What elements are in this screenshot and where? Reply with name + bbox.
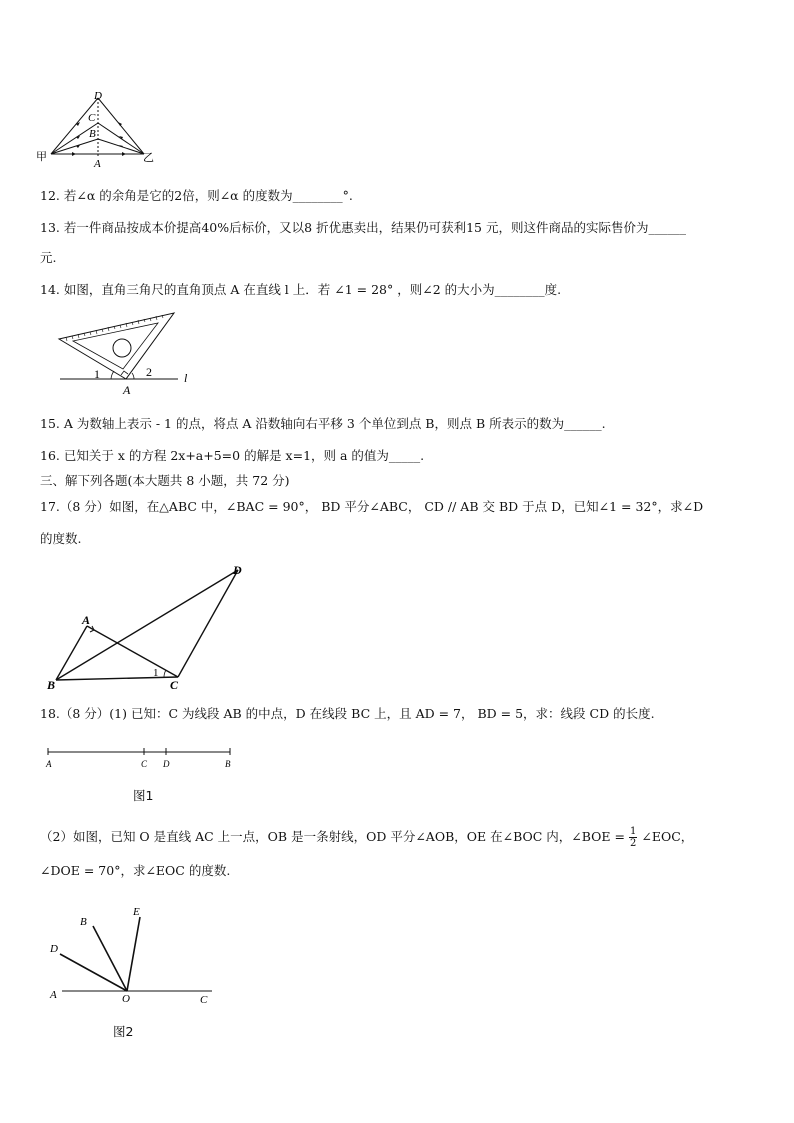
- label-c: C: [88, 112, 96, 124]
- point-o-label: O: [122, 993, 130, 1005]
- line-l-label: l: [184, 371, 188, 385]
- point-b-label: B: [47, 678, 56, 692]
- point-a-label: A: [50, 989, 57, 1001]
- section-3-heading: 三、解下列各题(本大题共 8 小题，共 72 分): [40, 473, 290, 488]
- point-b-label: B: [80, 916, 87, 928]
- figure-2-caption: 图2: [113, 1024, 134, 1039]
- figure-q14-set-square: [56, 308, 196, 397]
- figure-q18-rays: [40, 900, 220, 1008]
- point-d-label: D: [233, 563, 242, 577]
- angle-2-label: 2: [146, 365, 152, 379]
- label-d: D: [94, 90, 102, 102]
- angle-1-label: 1: [153, 667, 159, 679]
- point-a-label: A: [123, 383, 131, 397]
- fraction-denominator: 2: [630, 838, 637, 849]
- point-d-label: D: [50, 943, 58, 955]
- question-17-line-1: 17.（8 分）如图，在△ABC 中，∠BAC = 90°， BD 平分∠ABC， CD // AB 交 BD 于点 D，已知∠1 = 32°，求∠D: [40, 499, 704, 514]
- figure-jia-yi: [36, 88, 156, 170]
- fraction-numerator: 1: [630, 826, 637, 837]
- figure-q18-segment: [40, 742, 240, 774]
- q18-2-text-a: （2）如图，已知 O 是直线 AC 上一点，OB 是一条射线，OD 平分∠AOB，OE 在∠BOC 内，∠BOE =: [40, 829, 626, 844]
- point-c-label: C: [141, 759, 148, 769]
- question-13-line-1: 13. 若一件商品按成本价提高40%后标价，又以8 折优惠卖出，结果仍可获利15 元，则这件商品的实际售价为______: [40, 220, 686, 235]
- point-e-label: E: [133, 906, 140, 918]
- question-17-line-2: 的度数.: [40, 531, 82, 546]
- question-12: 12. 若∠α 的余角是它的2倍，则∠α 的度数为________°.: [40, 188, 353, 203]
- label-b: B: [89, 128, 96, 140]
- point-d-label: D: [163, 759, 170, 769]
- question-15: 15. A 为数轴上表示 - 1 的点，将点 A 沿数轴向右平移 3 个单位到点 B，则点 B 所表示的数为______.: [40, 416, 606, 431]
- point-c-label: C: [200, 994, 208, 1006]
- point-a-label: A: [46, 759, 52, 769]
- fraction-one-half: [629, 826, 637, 849]
- question-13-line-2: 元.: [40, 250, 57, 265]
- label-a: A: [94, 158, 101, 170]
- q18-2-text-b: ∠EOC，: [641, 829, 694, 844]
- question-16: 16. 已知关于 x 的方程 2x+a+5=0 的解是 x=1，则 a 的值为_____.: [40, 448, 425, 463]
- angle-1-label: 1: [94, 367, 100, 381]
- figure-1-caption: 图1: [133, 788, 154, 803]
- figure-q17-triangle: [40, 556, 260, 696]
- label-jia: 甲: [36, 151, 47, 163]
- question-18-part-1: 18.（8 分）(1) 已知：C 为线段 AB 的中点，D 在线段 BC 上，且 AD = 7， BD = 5，求：线段 CD 的长度.: [40, 706, 655, 721]
- point-a-label: A: [82, 613, 91, 627]
- label-yi: 乙: [143, 152, 154, 164]
- point-b-label: B: [225, 759, 231, 769]
- question-14: 14. 如图，直角三角尺的直角顶点 A 在直线 l 上．若 ∠1 = 28° ，则∠2 的大小为________度.: [40, 282, 562, 297]
- question-18-part-2-line-1: [40, 826, 693, 849]
- question-18-part-2-line-2: ∠DOE = 70°，求∠EOC 的度数.: [40, 863, 231, 878]
- point-c-label: C: [170, 678, 179, 692]
